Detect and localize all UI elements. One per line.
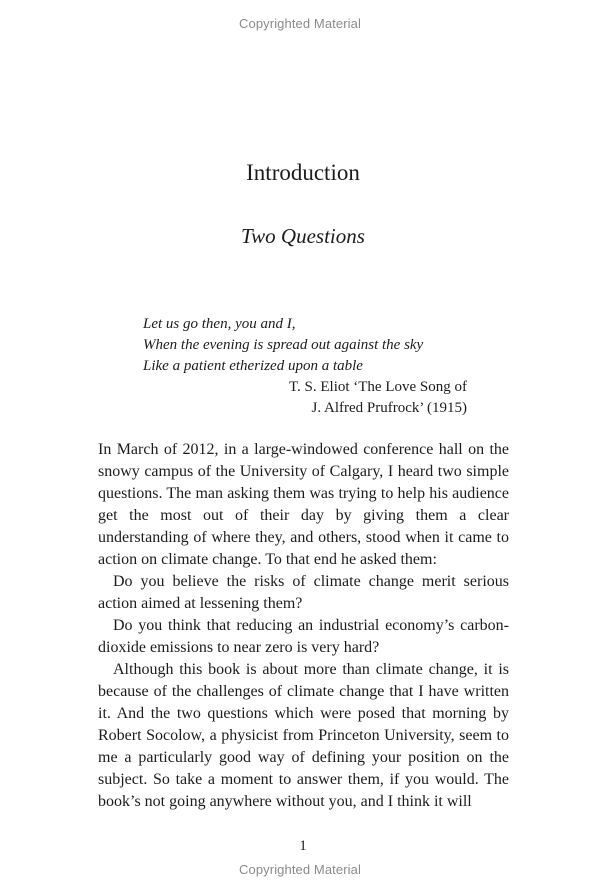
page-number: 1 — [299, 838, 307, 854]
epigraph-attribution: T. S. Eliot ‘The Love Song of — [288, 379, 467, 395]
body-text — [98, 439, 509, 813]
body-paragraph: In March of 2012, in a large-windowed conference hall on the snowy campus of the University of Calgary, I heard two simple questions. The man asking them was trying to help his audience get the most out of their day by giving them a clear understanding of where they, and others, stood when it came to action on climate change. To that end he asked them: — [98, 441, 509, 568]
body-paragraph: Do you think that reducing an industrial economy’s carbon-dioxide emissions to near zero is very hard? — [98, 617, 509, 656]
copyright-watermark-top: Copyrighted Material — [239, 16, 361, 31]
chapter-subtitle: Two Questions — [241, 224, 365, 248]
copyright-watermark-bottom: Copyrighted Material — [239, 862, 361, 877]
epigraph-line: Let us go then, you and I, — [143, 316, 296, 332]
body-paragraph: Although this book is about more than climate change, it is because of the challenges of climate change that I have written it. And the two questions which were posed that morning by Robert Socolow, a physicist from Princeton University, seem to me a particularly good way of defining your position on the subject. So take a moment to answer them, if you would. The book’s not going anywhere without you, and I think it will — [98, 661, 509, 810]
body-paragraph: Do you believe the risks of climate change merit serious action aimed at lessening them? — [98, 573, 509, 612]
epigraph-line: When the evening is spread out against the sky — [143, 337, 424, 353]
epigraph-line: Like a patient etherized upon a table — [143, 358, 363, 374]
epigraph — [143, 314, 473, 419]
epigraph-attribution: J. Alfred Prufrock’ (1915) — [311, 400, 467, 416]
chapter-title: Introduction — [246, 160, 360, 185]
